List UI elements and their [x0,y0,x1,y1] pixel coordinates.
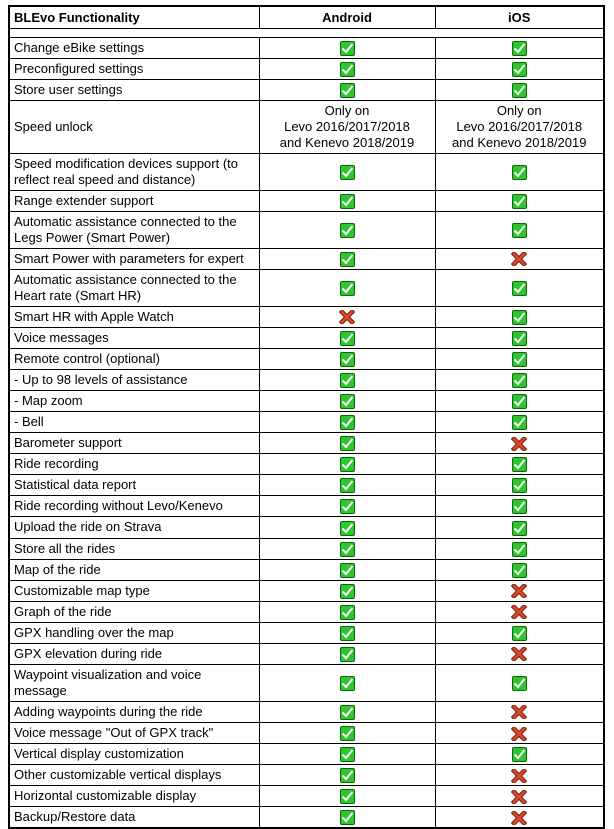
android-cell [259,190,435,211]
cross-icon [511,605,527,619]
feature-cell: Smart Power with parameters for expert [9,248,259,269]
cross-icon [511,705,527,719]
table-row [9,786,604,807]
header-feature: BLEvo Functionality [9,6,259,28]
cross-icon [339,310,355,324]
table-row [9,496,604,517]
note-line: and Kenevo 2018/2019 [452,134,587,150]
feature-cell: Voice messages [9,327,259,348]
feature-cell: Automatic assistance connected to the Legs Power (Smart Power) [9,211,259,248]
table-row [9,190,604,211]
check-icon [340,478,355,493]
ios-cell [435,786,604,807]
ios-cell [435,622,604,643]
android-cell [259,370,435,391]
ios-cell [435,248,604,269]
check-icon [512,281,527,296]
check-icon [512,62,527,77]
check-icon [512,457,527,472]
ios-cell [435,348,604,369]
android-cell [259,412,435,433]
table-row [9,391,604,412]
ios-cell [435,722,604,743]
ios-cell [435,190,604,211]
android-cell [259,765,435,786]
ios-cell [435,79,604,100]
table-row [9,475,604,496]
feature-cell: Barometer support [9,433,259,454]
check-icon [340,41,355,56]
spacer-cell [9,28,604,37]
feature-cell: Smart HR with Apple Watch [9,306,259,327]
check-icon [512,331,527,346]
table-row [9,664,604,701]
feature-cell: Store user settings [9,79,259,100]
android-cell [259,454,435,475]
feature-cell: - Bell [9,412,259,433]
feature-cell: Statistical data report [9,475,259,496]
table-row [9,58,604,79]
check-icon [340,584,355,599]
feature-cell: Other customizable vertical displays [9,765,259,786]
cross-icon [511,790,527,804]
check-icon [512,41,527,56]
check-icon [512,83,527,98]
ios-cell [435,153,604,190]
feature-cell: Range extender support [9,190,259,211]
table-row [9,601,604,622]
check-icon [512,542,527,557]
table-row [9,538,604,559]
check-icon [340,194,355,209]
feature-cell: Upload the ride on Strava [9,517,259,538]
ios-cell [435,100,604,153]
feature-cell: Remote control (optional) [9,348,259,369]
table-row [9,622,604,643]
table-row [9,433,604,454]
android-cell [259,517,435,538]
note-line: and Kenevo 2018/2019 [279,134,415,150]
note-line: Only on [496,102,542,118]
check-icon [340,747,355,762]
check-icon [340,223,355,238]
feature-cell: Vertical display customization [9,744,259,765]
cross-icon [511,811,527,825]
check-icon [340,789,355,804]
feature-cell: Change eBike settings [9,37,259,58]
check-icon [340,676,355,691]
android-cell [259,79,435,100]
ios-cell [435,306,604,327]
check-icon [340,62,355,77]
check-icon [340,415,355,430]
feature-cell: Preconfigured settings [9,58,259,79]
table-row [9,211,604,248]
android-cell [259,601,435,622]
cross-icon [511,769,527,783]
android-cell [259,701,435,722]
table-row [9,559,604,580]
ios-cell [435,475,604,496]
android-cell [259,37,435,58]
check-icon [340,331,355,346]
table-row [9,412,604,433]
check-icon [512,165,527,180]
note-line: Only on [324,102,370,118]
android-cell [259,433,435,454]
cross-icon [511,647,527,661]
ios-cell [435,559,604,580]
ios-cell [435,327,604,348]
feature-cell: - Map zoom [9,391,259,412]
android-cell [259,786,435,807]
check-icon [340,705,355,720]
feature-cell: Automatic assistance connected to the Heart rate (Smart HR) [9,269,259,306]
android-cell [259,664,435,701]
android-cell [259,643,435,664]
table-row [9,153,604,190]
header-android: Android [259,6,435,28]
check-icon [340,436,355,451]
android-cell [259,306,435,327]
note-line: Levo 2016/2017/2018 [456,118,583,134]
check-icon [340,165,355,180]
android-cell [259,391,435,412]
table-row [9,348,604,369]
table-row [9,327,604,348]
android-cell [259,622,435,643]
check-icon [340,647,355,662]
check-icon [340,499,355,514]
header-ios: iOS [435,6,604,28]
ios-cell [435,580,604,601]
check-icon [340,626,355,641]
android-cell [259,807,435,829]
table-row [9,701,604,722]
table-row [9,37,604,58]
ios-cell [435,454,604,475]
check-icon [512,310,527,325]
table-row [9,580,604,601]
check-icon [512,415,527,430]
table-row [9,370,604,391]
android-cell [259,327,435,348]
feature-cell: Store all the rides [9,538,259,559]
table-row [9,79,604,100]
android-cell [259,496,435,517]
comparison-table [8,5,605,829]
cross-icon [511,584,527,598]
table-row [9,744,604,765]
check-icon [340,394,355,409]
feature-cell: Customizable map type [9,580,259,601]
check-icon [340,83,355,98]
table-row [9,269,604,306]
table-row [9,248,604,269]
ios-cell [435,433,604,454]
ios-cell [435,538,604,559]
cross-icon [511,727,527,741]
table-row [9,807,604,829]
ios-cell [435,370,604,391]
feature-cell: Waypoint visualization and voice message [9,664,259,701]
ios-cell [435,517,604,538]
android-cell [259,722,435,743]
table-body [9,37,604,828]
check-icon [512,563,527,578]
check-icon [340,563,355,578]
check-icon [512,352,527,367]
feature-cell: - Up to 98 levels of assistance [9,370,259,391]
feature-cell: Speed unlock [9,100,259,153]
feature-cell: Map of the ride [9,559,259,580]
table-row [9,306,604,327]
check-icon [340,726,355,741]
table-row [9,765,604,786]
spacer-row [9,28,604,37]
feature-cell: Voice message "Out of GPX track" [9,722,259,743]
android-cell [259,248,435,269]
cross-icon [511,252,527,266]
cross-icon [511,437,527,451]
check-icon [512,626,527,641]
android-cell [259,559,435,580]
check-icon [340,373,355,388]
ios-cell [435,58,604,79]
check-icon [512,373,527,388]
ios-cell [435,37,604,58]
ios-cell [435,211,604,248]
ios-cell [435,701,604,722]
ios-cell [435,664,604,701]
feature-cell: Ride recording without Levo/Kenevo [9,496,259,517]
android-cell [259,269,435,306]
feature-cell: Backup/Restore data [9,807,259,829]
feature-cell: Adding waypoints during the ride [9,701,259,722]
check-icon [340,252,355,267]
table-row [9,643,604,664]
feature-cell: Horizontal customizable display [9,786,259,807]
table-row [9,454,604,475]
check-icon [340,542,355,557]
android-cell [259,475,435,496]
feature-cell: Speed modification devices support (to reflect real speed and distance) [9,153,259,190]
android-cell [259,211,435,248]
check-icon [512,499,527,514]
ios-cell [435,496,604,517]
check-icon [340,352,355,367]
ios-cell [435,643,604,664]
feature-cell: GPX elevation during ride [9,643,259,664]
check-icon [340,521,355,536]
android-cell [259,538,435,559]
check-icon [512,394,527,409]
check-icon [340,810,355,825]
check-icon [512,478,527,493]
ios-cell [435,765,604,786]
table-row [9,100,604,153]
check-icon [512,676,527,691]
ios-cell [435,391,604,412]
note-line: Levo 2016/2017/2018 [284,118,410,134]
android-cell [259,744,435,765]
table-row [9,517,604,538]
check-icon [340,605,355,620]
ios-cell [435,601,604,622]
feature-cell: Graph of the ride [9,601,259,622]
check-icon [512,521,527,536]
check-icon [340,768,355,783]
feature-cell: Ride recording [9,454,259,475]
android-cell [259,348,435,369]
check-icon [340,457,355,472]
android-cell [259,153,435,190]
android-cell [259,100,435,153]
check-icon [512,223,527,238]
android-cell [259,58,435,79]
ios-cell [435,412,604,433]
table-row [9,722,604,743]
ios-cell [435,807,604,829]
feature-cell: GPX handling over the map [9,622,259,643]
ios-cell [435,744,604,765]
check-icon [512,747,527,762]
check-icon [340,281,355,296]
check-icon [512,194,527,209]
android-cell [259,580,435,601]
ios-cell [435,269,604,306]
header-row [9,6,604,28]
